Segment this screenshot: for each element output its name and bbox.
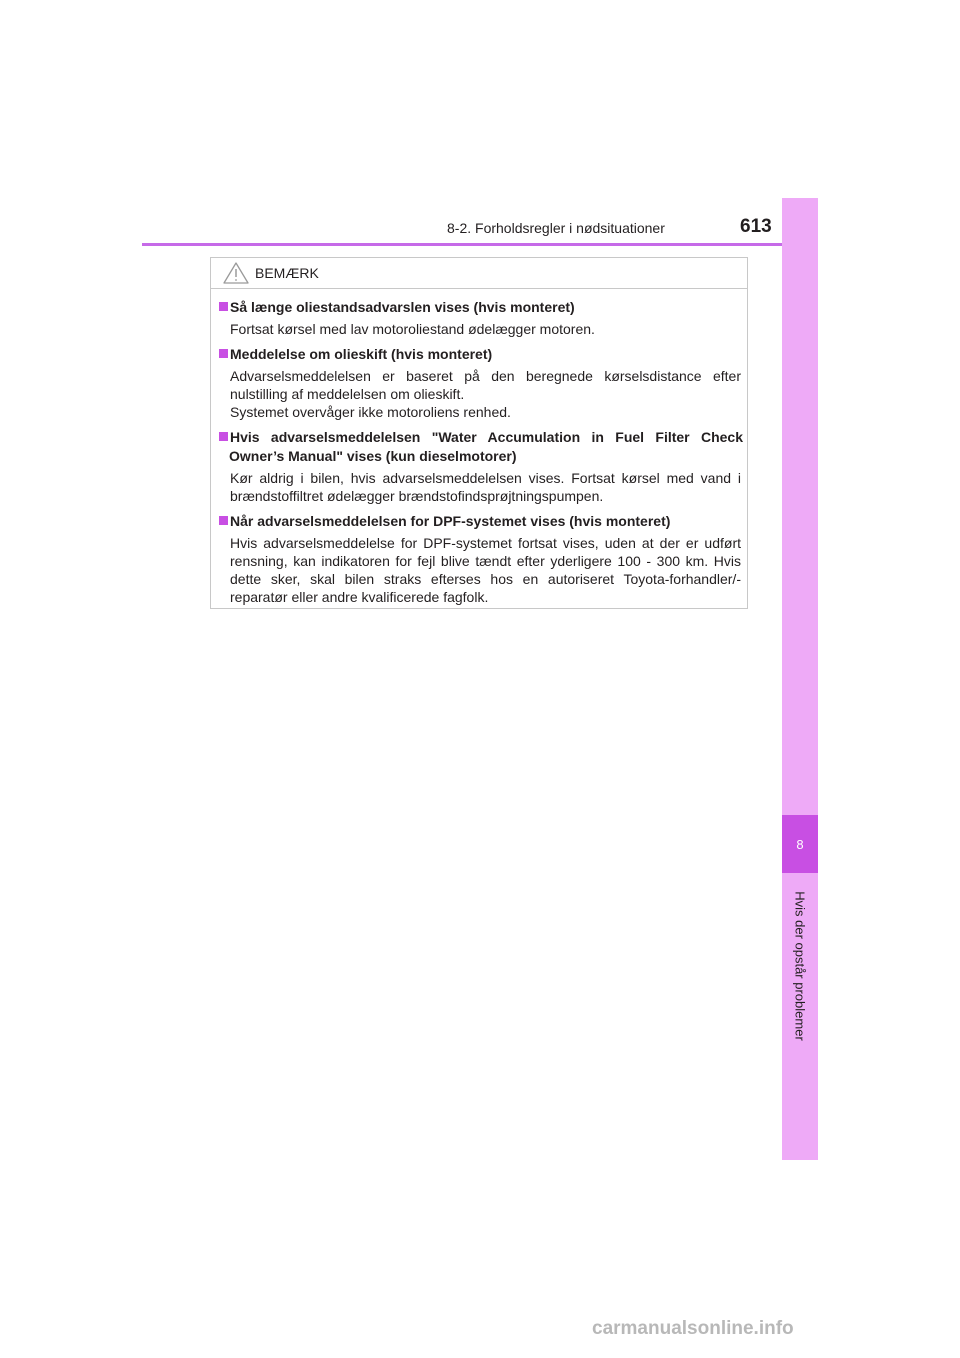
- notice-body: [219, 298, 743, 613]
- notice-title: BEMÆRK: [255, 265, 319, 281]
- notice-item-heading: Meddelelse om olieskift (hvis monteret): [219, 345, 743, 364]
- chapter-title: Hvis der opstår problemer: [792, 891, 808, 1041]
- notice-item-text: Kør aldrig i bilen, hvis advarselsmeddelelsen vises. Fortsat kørsel med vand i brændstoffiltret ødelægger brændstofindsprøjtningspumpen.: [230, 470, 741, 504]
- notice-item-heading: Når advarselsmeddelelsen for DPF-systemet vises (hvis monteret): [219, 512, 743, 531]
- notice-header: [211, 258, 747, 289]
- square-bullet-icon: [219, 432, 228, 441]
- page-number: 613: [740, 216, 772, 237]
- notice-item: [219, 345, 743, 421]
- square-bullet-icon: [219, 516, 228, 525]
- notice-item-text: Fortsat kørsel med lav motoroliestand ødelægger motoren.: [230, 321, 595, 337]
- square-bullet-icon: [219, 349, 228, 358]
- notice-item: [219, 512, 743, 606]
- notice-item-heading: Så længe oliestandsadvarslen vises (hvis monteret): [219, 298, 743, 317]
- notice-item-heading: Hvis advarselsmeddelelsen "Water Accumulation in Fuel Filter Check Owner’s Manual" vises (kun dieselmotorer): [219, 428, 743, 466]
- notice-item: [219, 428, 743, 505]
- section-title: 8-2. Forholdsregler i nødsituationer: [447, 220, 665, 236]
- warning-triangle-icon: [223, 262, 249, 284]
- header-divider: [142, 243, 818, 246]
- watermark-logo: carmanualsonline.info: [592, 1318, 794, 1339]
- square-bullet-icon: [219, 302, 228, 311]
- notice-item: [219, 298, 743, 338]
- chapter-number-tab: 8: [782, 815, 818, 873]
- notice-box: [210, 257, 748, 609]
- notice-item-text: Advarselsmeddelelsen er baseret på den beregnede kørselsdistance efter nulstilling af meddelelsen om olieskift. Systemet overvåger ikke motoroliens renhed.: [230, 368, 741, 420]
- notice-item-text: Hvis advarselsmeddelelse for DPF-systemet fortsat vises, uden at der er udført rensning, kan indikatoren for fejl blive tændt efter yderligere 100 - 300 km. Hvis dette sker, skal bilen straks efterses hos en autoriseret Toyota-forhandler/-reparatør eller andre kvalificerede fagfolk.: [230, 535, 741, 605]
